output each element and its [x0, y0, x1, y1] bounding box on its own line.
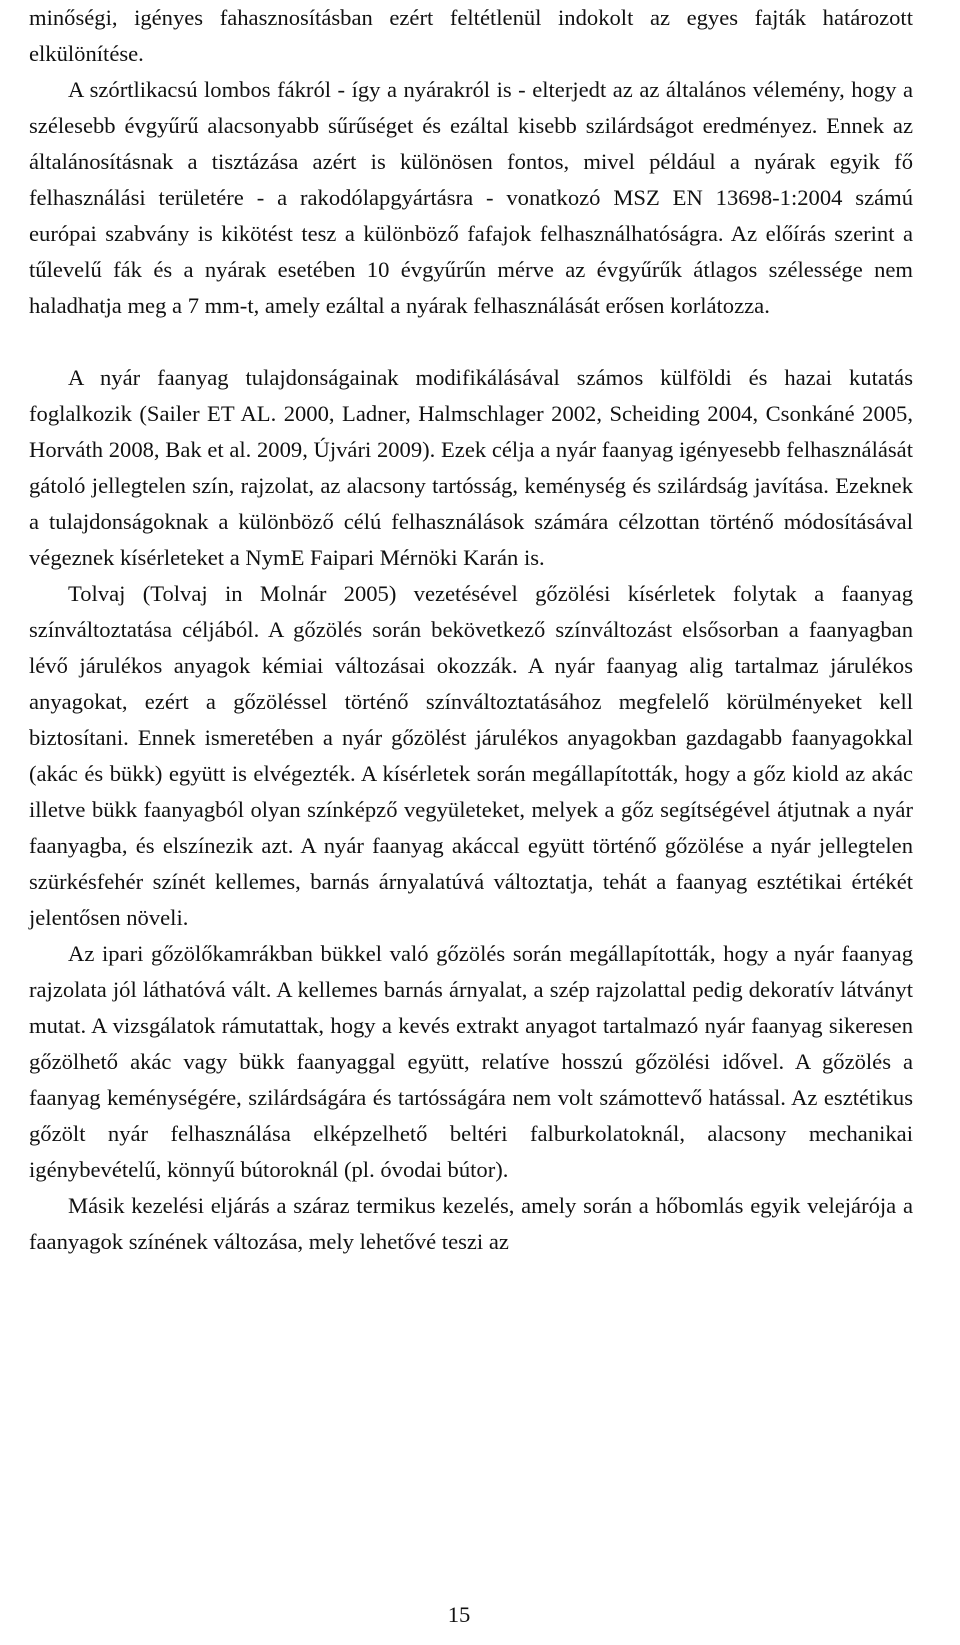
paragraph-steaming-experiments: Tolvaj (Tolvaj in Molnár 2005) vezetésével gőzölési kísérletek folytak a faanyag színváltoztatása céljából. A gőzölés során bekövetkező színváltozást elsősorban a faanyagban lévő járulékos anyagok kémiai változásai okozzák. A nyár faanyag alig tartalmaz járulékos anyagokat, ezért a gőzöléssel történő színváltoztatásához megfelelő körülményeket kell biztosítani. Ennek ismeretében a nyár gőzölést járulékos anyagokban gazdagabb faanyagokkal (akác és bükk) együtt is elvégezték. A kísérletek során megállapították, hogy a gőz kiold az akác illetve bükk faanyagból olyan színképző vegyületeket, melyek a gőz segítségével átjutnak a nyár faanyagba, és elszínezik azt. A nyár faanyag akáccal együtt történő gőzölése a nyár jellegtelen szürkésfehér színét kellemes, barnás árnyalatúvá változtatja, tehát a faanyag esztétikai értékét jelentősen növeli. — [29, 581, 913, 930]
body-text — [29, 0, 913, 1260]
paragraph-industrial-steaming: Az ipari gőzölőkamrákban bükkel való gőzölés során megállapították, hogy a nyár faanyag rajzolata jól láthatóvá vált. A kellemes barnás árnyalat, a szép rajzolattal pedig dekoratív látványt mutat. A vizsgálatok rámutattak, hogy a kevés extrakt anyagot tartalmazó nyár faanyag sikeresen gőzölhető akác vagy bükk faanyaggal együtt, relatíve hosszú gőzölési idővel. A gőzölés a faanyag keménységére, szilárdságára és tartósságára nem volt számottevő hatással. Az esztétikus gőzölt nyár felhasználása elképzelhető beltéri falburkolatoknál, alacsony mechanikai igénybevételű, könnyű bútoroknál (pl. óvodai bútor). — [29, 941, 913, 1182]
paragraph-continuation: minőségi, igényes fahasznosításban ezért feltétlenül indokolt az egyes fajták határozott elkülönítése. — [29, 5, 913, 66]
paragraph-thermal-treatment: Másik kezelési eljárás a száraz termikus kezelés, amely során a hőbomlás egyik velejárója a faanyagok színének változása, mely lehetővé teszi az — [29, 1193, 913, 1254]
paragraph-ring-width-density: A szórtlikacsú lombos fákról - így a nyárakról is - elterjedt az az általános vélemény, hogy a szélesebb évgyűrű alacsonyabb sűrűséget és ezáltal kisebb szilárdságot eredményez. Ennek az általánosításnak a tisztázása azért is különösen fontos, mivel például a nyárak egyik fő felhasználási területére - a rakodólapgyártásra - vonatkozó MSZ EN 13698-1:2004 számú európai szabvány is kikötést tesz a különböző fafajok felhasználhatóságra. Az előírás szerint a tűlevelű fák és a nyárak esetében 10 évgyűrűn mérve az évgyűrűk átlagos szélessége nem haladhatja meg a 7 mm-t, amely ezáltal a nyárak felhasználását erősen korlátozza. — [29, 77, 913, 318]
page-number: 15 — [447, 1602, 471, 1627]
paragraph-modification-research: A nyár faanyag tulajdonságainak modifikálásával számos külföldi és hazai kutatás foglalkozik (Sailer ET AL. 2000, Ladner, Halmschlager 2002, Scheiding 2004, Csonkáné 2005, Horváth 2008, Bak et al. 2009, Újvári 2009). Ezek célja a nyár faanyag igényesebb felhasználását gátoló jellegtelen szín, rajzolat, az alacsony tartósság, keménység és szilárdság javítása. Ezeknek a tulajdonságoknak a különböző célú felhasználások számára célzottan történő módosításával végeznek kísérleteket a NymE Faipari Mérnöki Karán is. — [29, 365, 913, 570]
